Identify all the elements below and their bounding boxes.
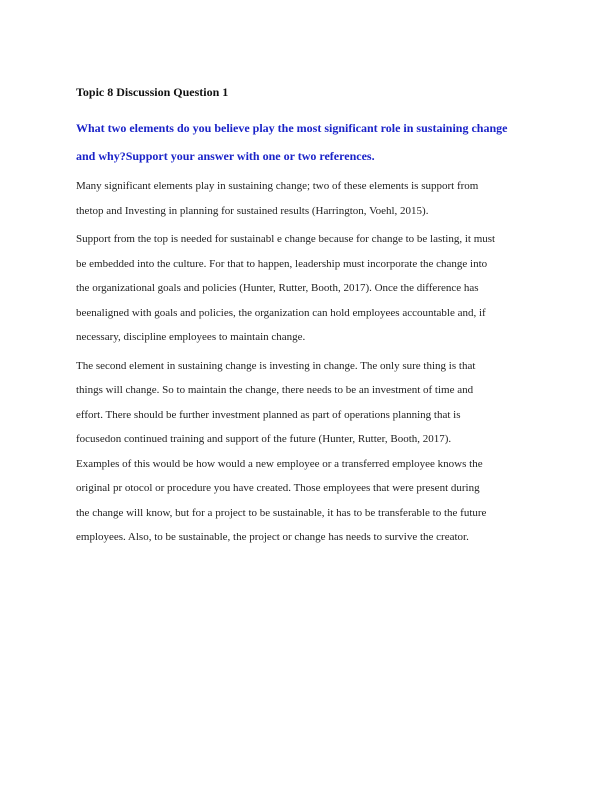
document-body (76, 84, 546, 554)
paragraph-investing-in-change (76, 354, 546, 550)
question-line: and why?Support your answer with one or two references. (76, 149, 375, 163)
paragraph-line: the change will know, but for a project to be sustainable, it has to be transferable to the future (76, 506, 487, 519)
paragraph-line: focusedon continued training and support of the future (Hunter, Rutter, Booth, 2017). (76, 433, 452, 445)
paragraph-line: the organizational goals and policies (Hunter, Rutter, Booth, 2017). Once the difference has (76, 282, 479, 294)
paragraph-line: employees. Also, to be sustainable, the project or change has needs to survive the creator. (76, 531, 469, 543)
paragraph-line: thetop and Investing in planning for sustained results (Harrington, Voehl, 2015). (76, 204, 429, 217)
paragraph-line: The second element in sustaining change is investing in change. The only sure thing is that (76, 359, 476, 372)
paragraph-line: Examples of this would be how would a new employee or a transferred employee knows the (76, 457, 483, 470)
paragraph-line: be embedded into the culture. For that to happen, leadership must incorporate the change into (76, 257, 488, 270)
paragraph-intro (76, 174, 546, 223)
question-line: What two elements do you believe play the most significant role in sustaining change (76, 121, 508, 135)
paragraph-line: Many significant elements play in sustaining change; two of these elements is support from (76, 180, 479, 192)
paragraph-line: necessary, discipline employees to maintain change. (76, 331, 306, 343)
document-title: Topic 8 Discussion Question 1 (76, 85, 229, 99)
paragraph-support-from-top (76, 227, 546, 350)
paragraph-line: Support from the top is needed for sustainabl e change because for change to be lasting, it must (76, 233, 496, 245)
discussion-question (76, 114, 546, 170)
paragraph-line: beenaligned with goals and policies, the organization can hold employees accountable and, if (76, 306, 486, 319)
paragraph-line: original pr otocol or procedure you have created. Those employees that were present during (76, 482, 480, 494)
paragraph-line: effort. There should be further investment planned as part of operations planning that is (76, 408, 461, 421)
paragraph-line: things will change. So to maintain the change, there needs to be an investment of time and (76, 384, 474, 396)
